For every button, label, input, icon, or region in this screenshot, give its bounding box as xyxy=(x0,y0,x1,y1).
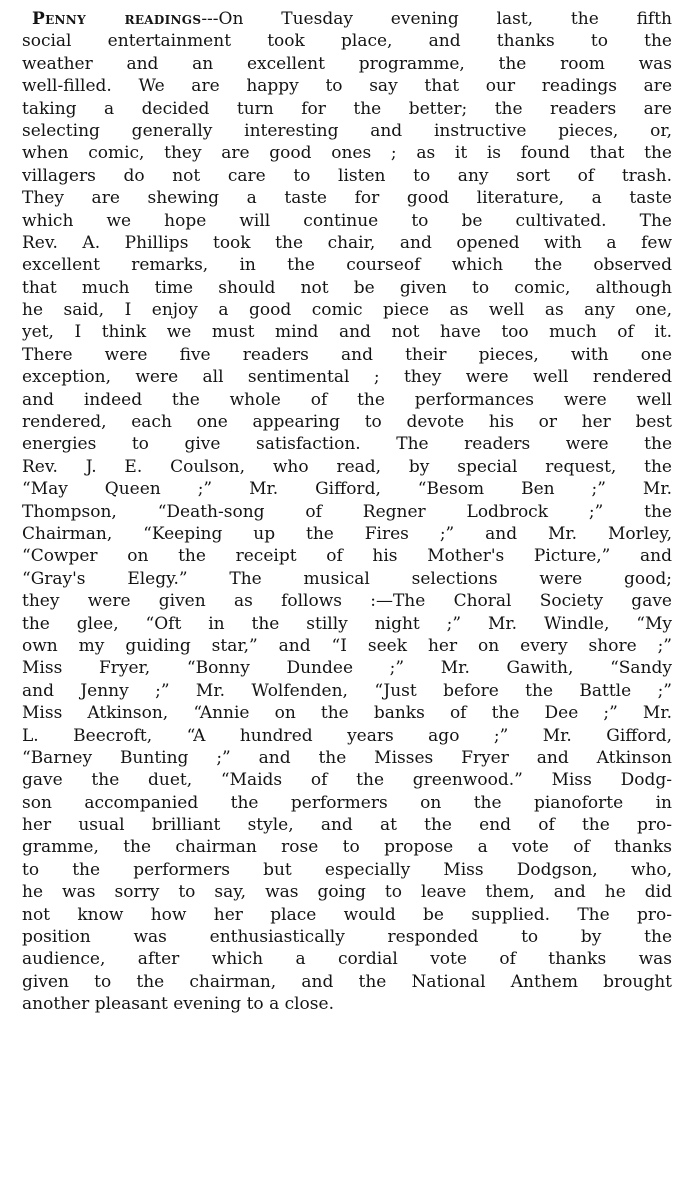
article-line: excellent remarks, in the courseof which the observed xyxy=(22,255,672,276)
article-line: her usual brilliant style, and at the end of the pro- xyxy=(22,815,672,836)
article-line: weather and an excellent programme, the room was xyxy=(22,53,672,74)
article-line: position was enthusiastically responded to by the xyxy=(22,927,672,948)
article-line: that much time should not be given to comic, although xyxy=(22,277,672,298)
article-line: gave the duet, “Maids of the greenwood.” Miss Dodg- xyxy=(22,770,672,791)
article-line-text: ---On Tuesday evening last, the fifth xyxy=(201,9,672,29)
article-line: yet, I think we must mind and not have too much of it. xyxy=(22,322,672,343)
news-article xyxy=(22,8,672,1016)
article-line: well-filled. We are happy to say that our readings are xyxy=(22,76,672,97)
article-line: “Cowper on the receipt of his Mother's Picture,” and xyxy=(22,546,672,567)
article-line: “May Queen ;” Mr. Gifford, “Besom Ben ;” Mr. xyxy=(22,479,672,500)
article-heading: Penny readings xyxy=(32,9,202,29)
article-line: and Jenny ;” Mr. Wolfenden, “Just before the Battle ;” xyxy=(22,680,672,701)
article-line: to the performers but especially Miss Dodgson, who, xyxy=(22,859,672,880)
article-line: Miss Fryer, “Bonny Dundee ;” Mr. Gawith, “Sandy xyxy=(22,658,672,679)
article-line: the glee, “Oft in the stilly night ;” Mr. Windle, “My xyxy=(22,613,672,634)
article-line: not know how her place would be supplied. The pro- xyxy=(22,904,672,925)
article-line: gramme, the chairman rose to propose a vote of thanks xyxy=(22,837,672,858)
article-line: exception, were all sentimental ; they were well rendered xyxy=(22,367,672,388)
article-line: Thompson, “Death-song of Regner Lodbrock ;” the xyxy=(22,501,672,522)
article-line xyxy=(22,8,672,30)
article-line: Chairman, “Keeping up the Fires ;” and Mr. Morley, xyxy=(22,523,672,544)
article-line: “Gray's Elegy.” The musical selections were good; xyxy=(22,568,672,589)
article-line: “Barney Bunting ;” and the Misses Fryer and Atkinson xyxy=(22,747,672,768)
article-line: Rev. A. Phillips took the chair, and opened with a few xyxy=(22,232,672,253)
article-line: when comic, they are good ones ; as it is found that the xyxy=(22,143,672,164)
article-line: There were five readers and their pieces, with one xyxy=(22,344,672,365)
article-line: he said, I enjoy a good comic piece as well as any one, xyxy=(22,300,672,321)
article-line: social entertainment took place, and thanks to the xyxy=(22,31,672,52)
article-line: Rev. J. E. Coulson, who read, by special request, the xyxy=(22,456,672,477)
article-line: son accompanied the performers on the pianoforte in xyxy=(22,792,672,813)
article-line: he was sorry to say, was going to leave them, and he did xyxy=(22,882,672,903)
article-line: given to the chairman, and the National Anthem brought xyxy=(22,971,672,992)
article-line: own my guiding star,” and “I seek her on every shore ;” xyxy=(22,635,672,656)
article-line: They are shewing a taste for good literature, a taste xyxy=(22,188,672,209)
article-line: villagers do not care to listen to any sort of trash. xyxy=(22,165,672,186)
article-line: rendered, each one appearing to devote his or her best xyxy=(22,412,672,433)
article-line: which we hope will continue to be cultivated. The xyxy=(22,210,672,231)
article-line: L. Beecroft, “A hundred years ago ;” Mr. Gifford, xyxy=(22,725,672,746)
article-line: Miss Atkinson, “Annie on the banks of the Dee ;” Mr. xyxy=(22,703,672,724)
article-line: taking a decided turn for the better; the readers are xyxy=(22,98,672,119)
article-line: they were given as follows :—The Choral Society gave xyxy=(22,591,672,612)
article-line: and indeed the whole of the performances were well xyxy=(22,389,672,410)
article-line: another pleasant evening to a close. xyxy=(22,994,334,1015)
article-line: audience, after which a cordial vote of thanks was xyxy=(22,949,672,970)
article-line: energies to give satisfaction. The readers were the xyxy=(22,434,672,455)
article-line: selecting generally interesting and instructive pieces, or, xyxy=(22,120,672,141)
